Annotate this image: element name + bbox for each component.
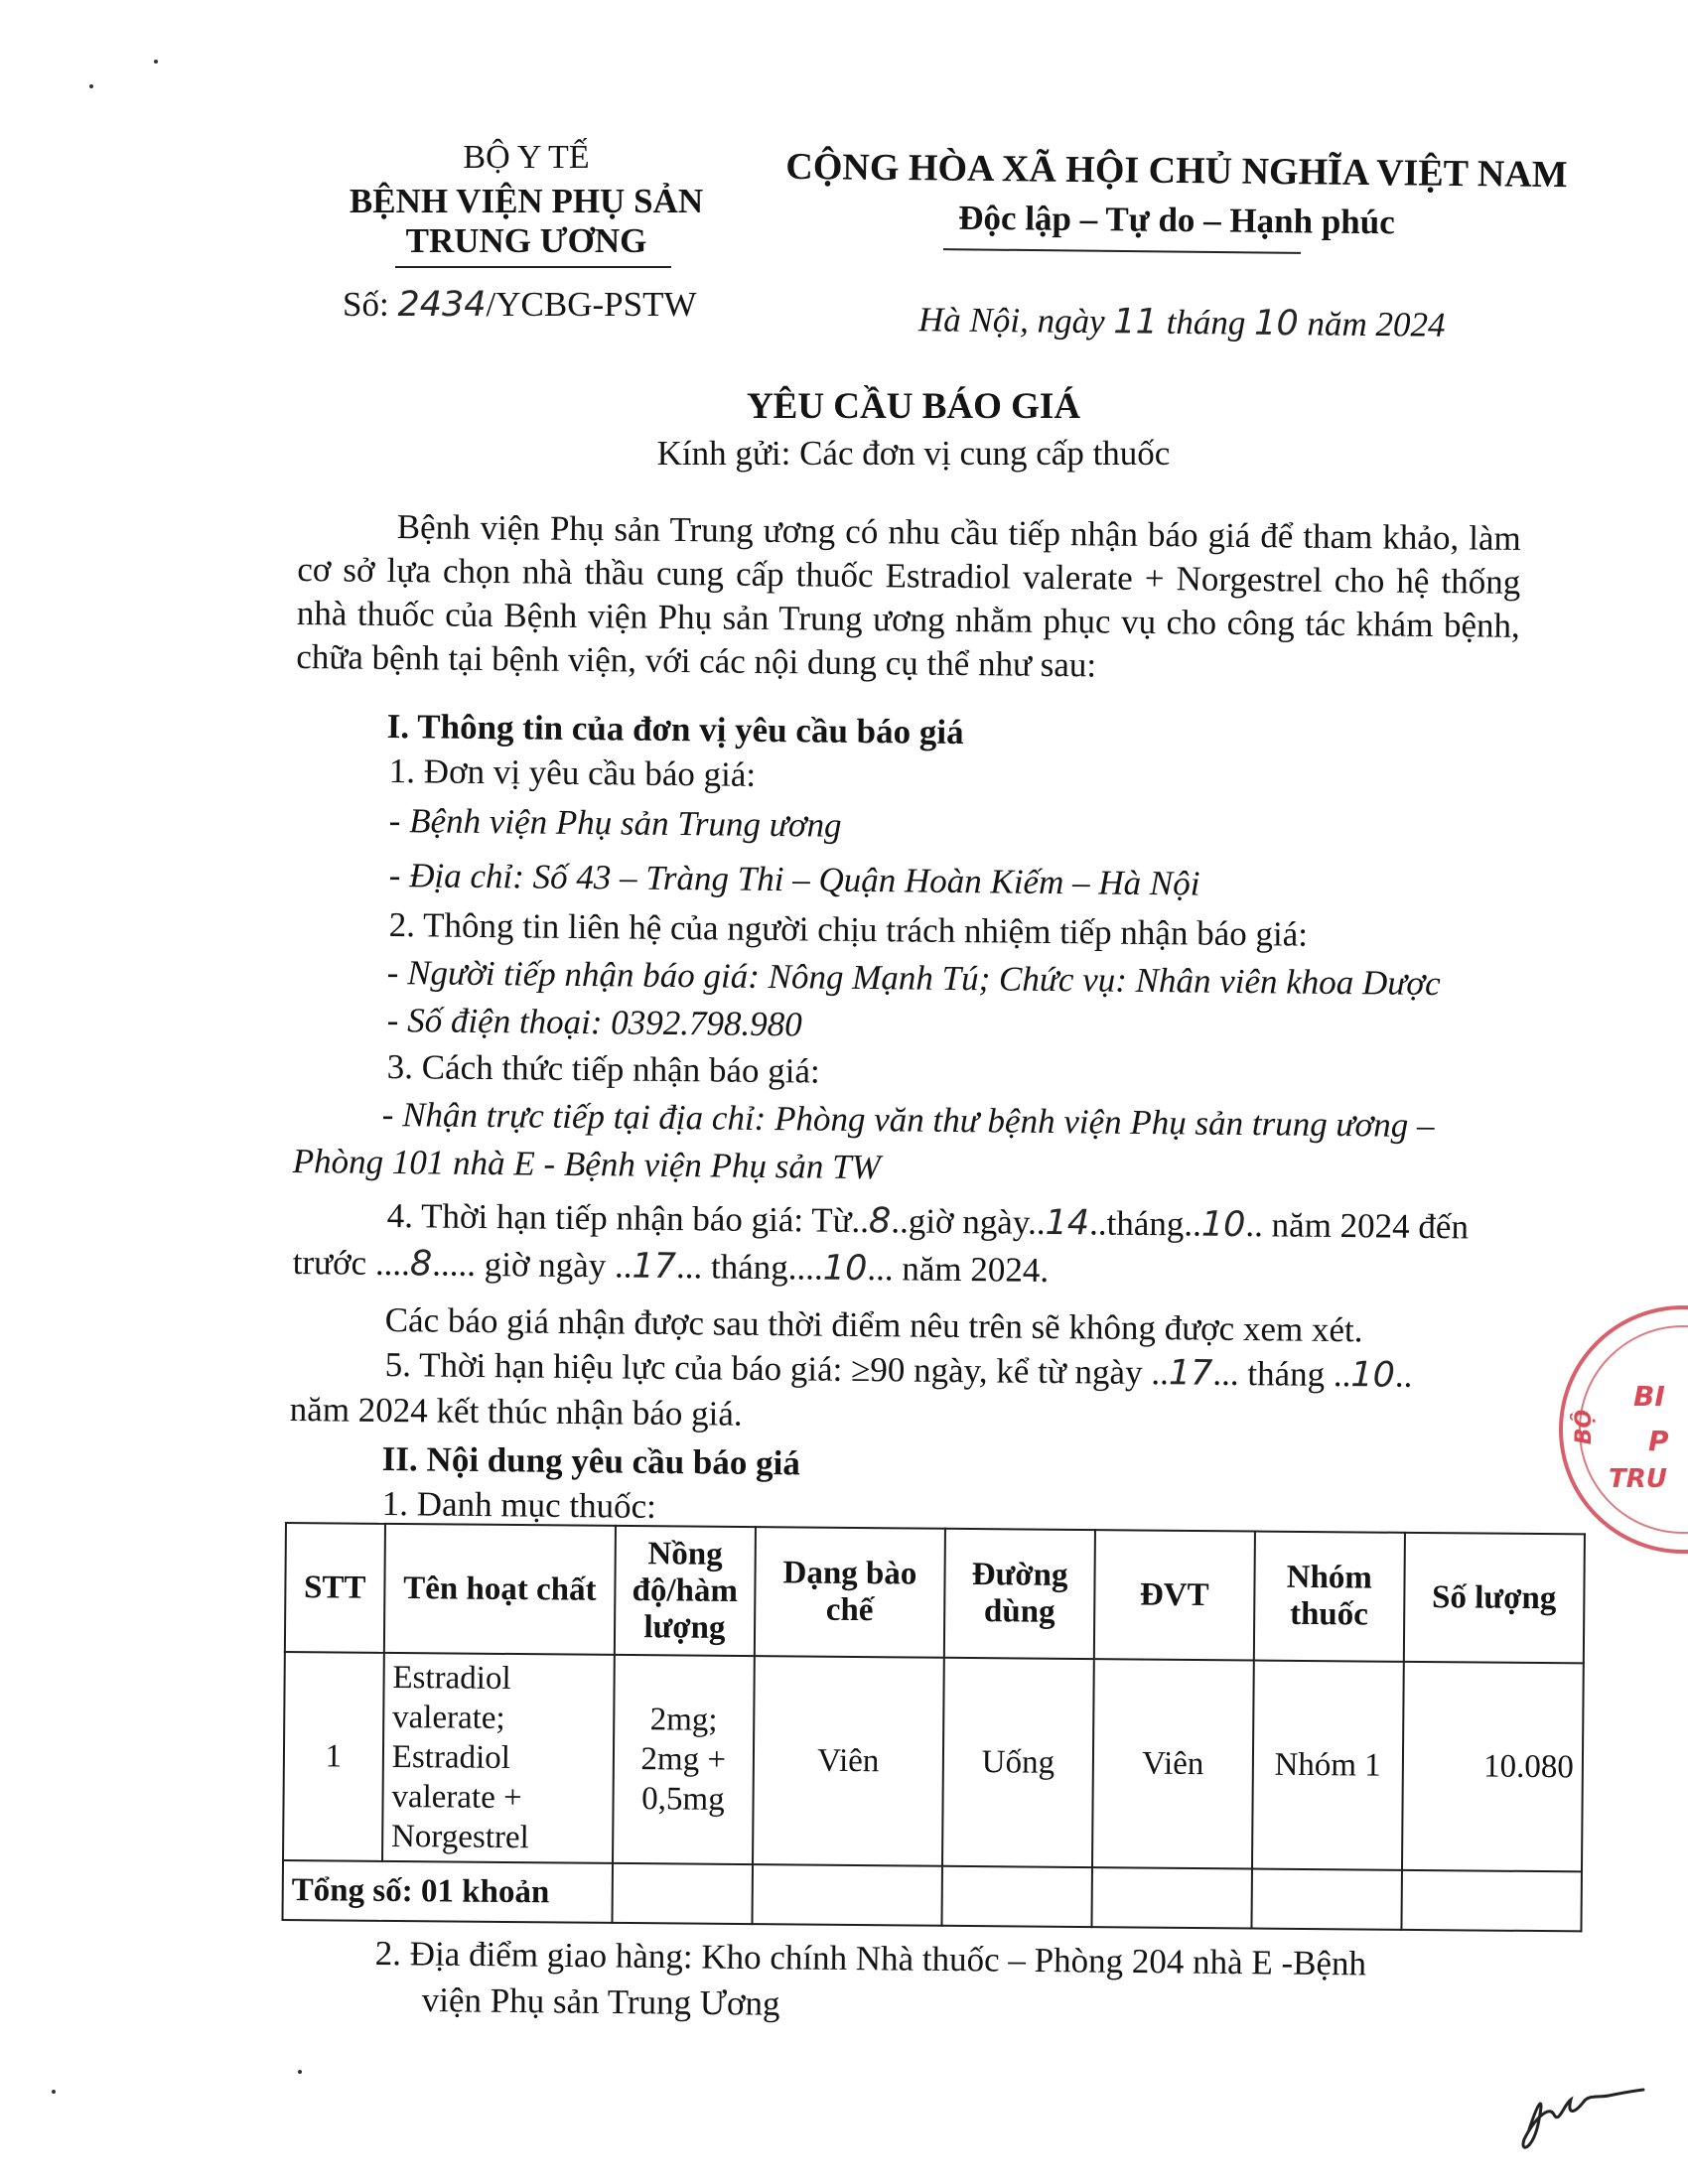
header-underline-right	[943, 248, 1301, 254]
ministry-name: BỘ Y TẾ	[463, 139, 590, 176]
drug-list-table	[281, 1522, 1585, 1932]
col-header-active-ingredient: Tên hoạt chất	[384, 1524, 616, 1655]
section1-item4-line2	[293, 1243, 1050, 1291]
unit-name: - Bệnh viện Phụ sản Trung ương	[388, 801, 842, 845]
date-line	[918, 300, 1446, 345]
seal-text-1: BỘ	[1572, 1409, 1598, 1445]
section2-heading: II. Nội dung yêu cầu báo giá	[381, 1439, 801, 1483]
late-quote-note: Các báo giá nhận được sau thời điểm nêu trên sẽ không được xem xét.	[384, 1300, 1363, 1350]
section2-item1: 1. Danh mục thuốc:	[381, 1484, 657, 1526]
document-number	[343, 285, 697, 325]
total-empty-cell	[1091, 1867, 1251, 1928]
table-row	[283, 1652, 1584, 1871]
seal-text-3: P	[1648, 1425, 1669, 1457]
date-month-handwritten: 10	[1253, 303, 1299, 344]
doc-no-prefix: Số:	[343, 285, 398, 324]
section1-item5-line2: năm 2024 kết thúc nhận báo giá.	[289, 1390, 743, 1433]
receive-method-line1: - Nhận trực tiếp tại địa chỉ: Phòng văn thư bệnh viện Phụ sản trung ương –	[381, 1095, 1435, 1146]
item4-hour1-handwritten: 8	[868, 1201, 892, 1242]
item5-day-handwritten: 17	[1168, 1353, 1213, 1394]
item4-month1-handwritten: 10	[1200, 1204, 1246, 1246]
item4-text-d: .. năm 2024 đến	[1245, 1205, 1470, 1247]
unit-address: - Địa chỉ: Số 43 – Tràng Thi – Quận Hoàn Kiếm – Hà Nội	[388, 856, 1200, 903]
item5-text-a: 5. Thời hạn hiệu lực của báo giá: ≥90 ngày, kể từ ngày ..	[384, 1345, 1170, 1393]
scan-speck	[52, 2090, 56, 2094]
cell-strength: 2mg; 2mg + 0,5mg	[613, 1655, 754, 1864]
item4-hour2-handwritten: 8	[409, 1244, 433, 1285]
item5-text-c: ..	[1394, 1355, 1413, 1395]
date-day-handwritten: 11	[1113, 302, 1159, 342]
intro-paragraph: Bệnh viện Phụ sản Trung ương có nhu cầu tiếp nhận báo giá để tham khảo, làm cơ sở lựa chọn nhà thầu cung cấp thuốc Estradiol valerate + Norgestrel cho hệ thống nhà thuốc của Bệnh viện Phụ sản Trung ương nhằm phục vụ cho công tác khám bệnh, chữa bệnh tại bệnh viện, với các nội dung cụ thể như sau:	[296, 507, 1521, 685]
item4-text-a: 4. Thời hạn tiếp nhận báo giá: Từ..	[386, 1196, 870, 1241]
section1-item4-line1	[387, 1196, 1470, 1247]
cell-active-ingredient: Estradiol valerate; Estradiol valerate + Norgestrel	[382, 1653, 615, 1863]
document-title: YÊU CẦU BÁO GIÁ	[746, 386, 1081, 427]
hospital-name-line1: BỆNH VIỆN PHỤ SẢN	[349, 182, 704, 220]
section1-item2: 2. Thông tin liên hệ của người chịu trách nhiệm tiếp nhận báo giá:	[388, 905, 1309, 954]
seal-text-2: BI	[1633, 1380, 1665, 1413]
total-empty-cell	[1251, 1869, 1401, 1930]
item5-month-handwritten: 10	[1350, 1355, 1396, 1396]
delivery-location-line2: viện Phụ sản Trung Ương	[421, 1980, 780, 2023]
header-underline-left	[395, 266, 671, 268]
item4-text-c: ..tháng..	[1088, 1203, 1202, 1244]
col-header-dosage-form: Dạng bào chế	[754, 1527, 945, 1658]
col-header-unit: ĐVT	[1094, 1530, 1255, 1660]
section1-item1: 1. Đơn vị yêu cầu báo giá:	[388, 751, 757, 794]
total-empty-cell	[1401, 1870, 1582, 1932]
scan-speck	[298, 2070, 302, 2074]
delivery-location-line1: 2. Địa điểm giao hàng: Kho chính Nhà thuốc – Phòng 204 nhà E -Bệnh	[374, 1934, 1367, 1983]
scan-speck	[154, 60, 158, 64]
official-seal	[1549, 1300, 1688, 1559]
date-suffix: năm 2024	[1298, 304, 1446, 344]
cell-dosage-form: Viên	[753, 1656, 944, 1866]
item4-text-e: trước ....	[292, 1243, 411, 1284]
item4-text-g: ... tháng....	[675, 1247, 824, 1288]
section1-item3: 3. Cách thức tiếp nhận báo giá:	[386, 1047, 820, 1091]
date-prefix: Hà Nội, ngày	[917, 300, 1114, 341]
receiver-info: - Người tiếp nhận báo giá: Nông Mạnh Tú; Chức vụ: Nhân viên khoa Dược	[386, 953, 1441, 1004]
hospital-name-line2: TRUNG ƯƠNG	[405, 221, 647, 260]
col-header-quantity: Số lượng	[1403, 1533, 1584, 1664]
item4-month2-handwritten: 10	[822, 1248, 868, 1290]
doc-no-handwritten: 2434	[397, 285, 487, 325]
total-label: Tổng số: 01 khoản	[283, 1860, 614, 1923]
col-header-group: Nhóm thuốc	[1254, 1532, 1405, 1662]
republic-title: CỘNG HÒA XÃ HỘI CHỦ NGHĨA VIỆT NAM	[785, 145, 1568, 197]
receiver-phone: - Số điện thoại: 0392.798.980	[386, 1001, 803, 1044]
scan-speck	[89, 84, 93, 88]
doc-no-suffix: /YCBG-PSTW	[486, 285, 697, 324]
national-motto: Độc lập – Tự do – Hạnh phúc	[958, 198, 1395, 242]
cell-quantity: 10.080	[1402, 1662, 1584, 1872]
total-empty-cell	[752, 1864, 942, 1926]
total-empty-cell	[613, 1863, 753, 1924]
item4-text-f: ..... giờ ngày ..	[432, 1244, 633, 1286]
date-mid: tháng	[1157, 302, 1255, 342]
item4-day1-handwritten: 14	[1045, 1202, 1090, 1244]
section1-heading: I. Thông tin của đơn vị yêu cầu báo giá	[386, 707, 964, 752]
section1-item5-line1	[385, 1345, 1413, 1396]
item4-day2-handwritten: 17	[632, 1246, 677, 1288]
total-empty-cell	[942, 1866, 1092, 1927]
cell-stt: 1	[283, 1652, 384, 1861]
table-total-row	[283, 1860, 1582, 1931]
item4-text-h: ... năm 2024.	[867, 1249, 1050, 1290]
recipient-line: Kính gửi: Các đơn vị cung cấp thuốc	[656, 434, 1171, 473]
signature-initials	[1509, 2060, 1658, 2159]
col-header-strength: Nồng độ/hàm lượng	[615, 1526, 756, 1656]
item5-text-b: ... tháng ..	[1212, 1353, 1351, 1395]
col-header-stt: STT	[285, 1523, 385, 1653]
table-header-row	[285, 1523, 1585, 1663]
col-header-route: Đường dùng	[944, 1529, 1095, 1659]
item4-text-b: ..giờ ngày..	[891, 1201, 1046, 1242]
seal-text-4: TRU	[1609, 1464, 1667, 1494]
cell-group: Nhóm 1	[1252, 1661, 1404, 1870]
cell-unit: Viên	[1092, 1659, 1254, 1868]
receive-method-line2: Phòng 101 nhà E - Bệnh viện Phụ sản TW	[292, 1142, 881, 1187]
cell-route: Uống	[942, 1658, 1094, 1867]
